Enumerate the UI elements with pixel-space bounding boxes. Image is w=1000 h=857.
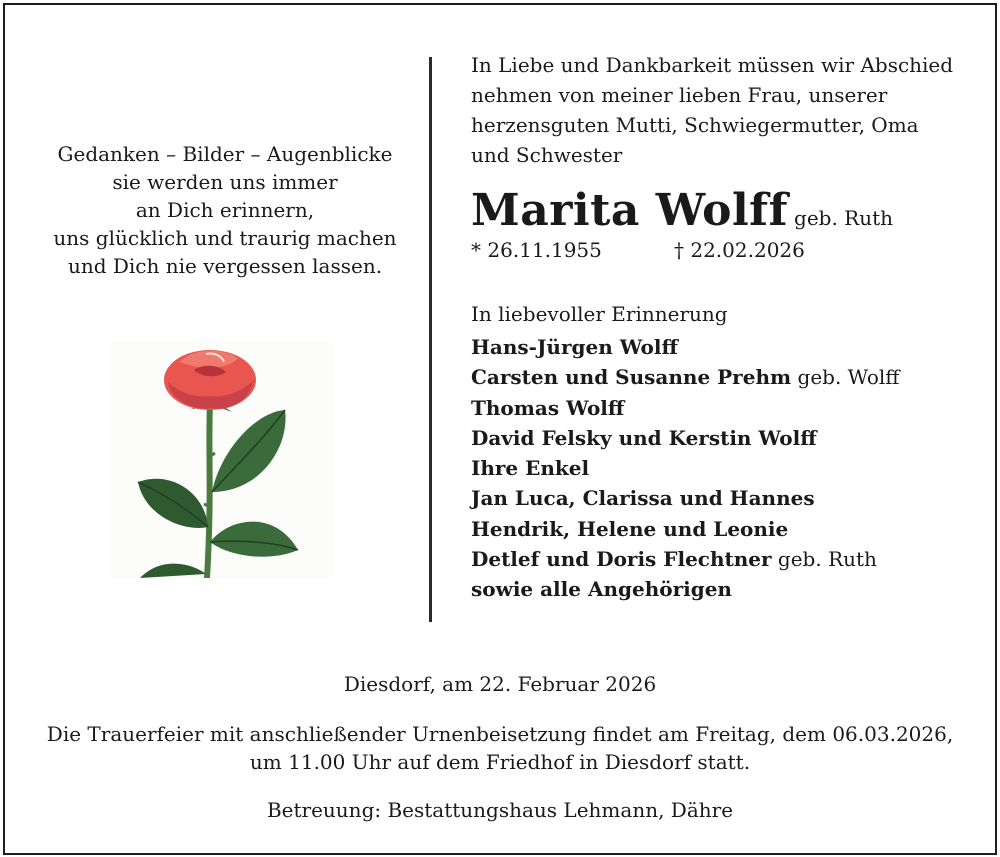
- mourner-item: [471, 544, 971, 574]
- mourner-birth-name: geb. Wolff: [797, 365, 900, 390]
- rose-image: [110, 342, 334, 578]
- mourners-list: [471, 332, 971, 605]
- mourner-birth-name: geb. Ruth: [777, 547, 877, 572]
- mourner-item: [471, 423, 971, 453]
- mourner-item: [471, 574, 971, 604]
- rose-icon: [110, 342, 334, 578]
- mourner-name: Detlef und Doris Flechtner: [471, 547, 772, 572]
- ceremony-line: Die Trauerfeier mit anschließender Urnenbeisetzung findet am Freitag, dem 06.03.2026,: [46, 722, 954, 746]
- life-dates: [471, 238, 971, 266]
- intro-text: [471, 50, 971, 170]
- mourner-name: Thomas Wolff: [471, 395, 625, 420]
- intro-line: nehmen von meiner lieben Frau, unserer: [471, 83, 888, 107]
- poem-line: an Dich erinnern,: [135, 198, 315, 222]
- poem: [40, 140, 410, 280]
- place-date: Diesdorf, am 22. Februar 2026: [343, 672, 657, 696]
- mourner-name: Hans-Jürgen Wolff: [471, 335, 678, 359]
- mourner-name: Carsten und Susanne Prehm: [471, 365, 792, 390]
- deceased-name: Marita Wolff: [471, 185, 789, 236]
- mourner-item: [471, 362, 971, 392]
- deceased-name-row: [471, 185, 971, 236]
- mourner-item: [471, 332, 971, 362]
- ceremony-line: um 11.00 Uhr auf dem Friedhof in Diesdorf statt.: [249, 750, 751, 774]
- mourner-item: [471, 393, 971, 423]
- ceremony-info: [0, 720, 1000, 776]
- poem-line: sie werden uns immer: [112, 170, 338, 194]
- mourner-name: Ihre Enkel: [471, 456, 590, 481]
- funeral-home: Betreuung: Bestattungshaus Lehmann, Dähre: [266, 798, 734, 822]
- mourner-name: sowie alle Angehörigen: [471, 577, 732, 602]
- poem-line: Gedanken – Bilder – Augenblicke: [57, 142, 393, 166]
- poem-line: und Dich nie vergessen lassen.: [67, 254, 383, 278]
- mourner-item: [471, 453, 971, 483]
- mourner-item: [471, 483, 971, 513]
- vertical-divider: [429, 57, 432, 622]
- poem-line: uns glücklich und traurig machen: [53, 226, 397, 250]
- birth-date: * 26.11.1955: [471, 238, 602, 262]
- memory-line: In liebevoller Erinnerung: [471, 302, 728, 326]
- mourner-name: David Felsky und Kerstin Wolff: [471, 425, 817, 450]
- mourner-name: Hendrik, Helene und Leonie: [471, 516, 789, 541]
- death-date: † 22.02.2026: [674, 238, 805, 262]
- intro-line: herzensguten Mutti, Schwiegermutter, Oma: [471, 113, 919, 137]
- mourner-name: Jan Luca, Clarissa und Hannes: [471, 486, 815, 511]
- intro-line: In Liebe und Dankbarkeit müssen wir Abschied: [471, 53, 954, 77]
- deceased-birth-name: geb. Ruth: [794, 206, 894, 230]
- mourner-item: [471, 514, 971, 544]
- intro-line: und Schwester: [471, 143, 623, 167]
- notice-body: [471, 50, 971, 605]
